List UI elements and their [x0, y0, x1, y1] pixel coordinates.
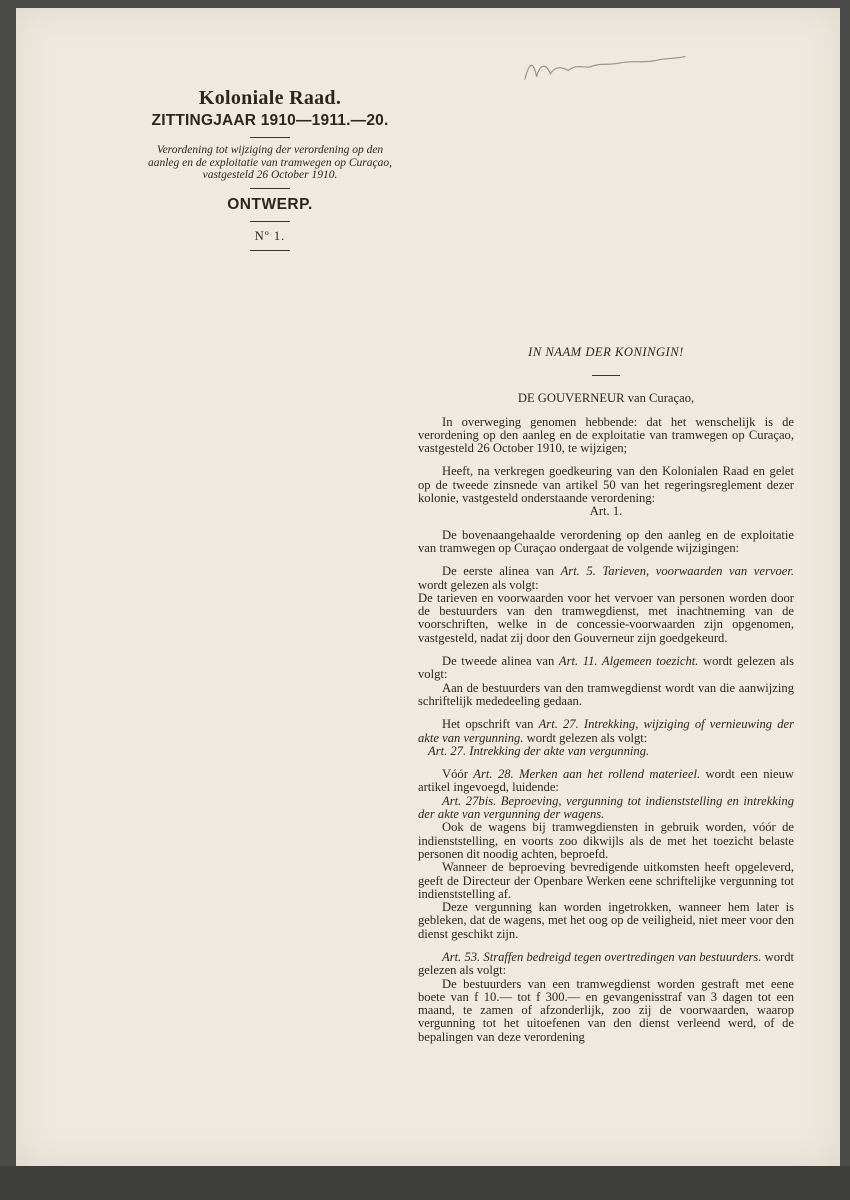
scan-border: [0, 1166, 850, 1200]
amendment-text: De bestuurders van een tramwegdienst worden gestraft met eene boete van f 10.— tot f 300.— en gevangenisstraf van 3 dagen tot een maand, te zamen of afzonderlijk, zoo zij de voorwaarden, waarop vergunning tot het uitoefenen van den dienst verleend werd, of de bepalingen van deze verordening: [418, 976, 794, 1044]
invocation: IN NAAM DER KONINGIN!: [528, 345, 684, 359]
article-reference: Art. 28. Merken aan het rollend materieel.: [473, 767, 701, 782]
header-block: [120, 85, 420, 257]
divider: [250, 221, 290, 222]
divider: [250, 188, 290, 189]
amendment-art11: De tweede alinea van Art. 11. Algemeen toezicht. wordt gelezen als volgt:: [418, 654, 794, 682]
new-article-paragraph: Deze vergunning kan worden ingetrokken, wanneer hem later is gebleken, dat de wagens, met het oog op de veiligheid, niet meer voor den dienst geschikt zijn.: [418, 900, 794, 941]
article-heading: Art. 1.: [589, 504, 623, 519]
divider: [250, 250, 290, 251]
governor-line: DE GOUVERNEUR van Curaçao,: [517, 391, 695, 406]
divider: [592, 375, 620, 376]
amendment-art5: De eerste alinea van Art. 5. Tarieven, voorwaarden van vervoer. wordt gelezen als volgt:: [418, 564, 794, 592]
amendment-text: Aan de bestuurders van den tramwegdienst wordt van die aanwijzing schriftelijk mededeeling gedaan.: [418, 680, 794, 708]
amendment-text: Art. 27. Intrekking der akte van vergunning.: [428, 743, 650, 758]
amendment-art27: Het opschrift van Art. 27. Intrekking, wijziging of vernieuwing der akte van vergunning. wordt gelezen als volgt:: [418, 717, 794, 745]
article-reference: Art. 11. Algemeen toezicht.: [558, 654, 699, 669]
article-reference: Art. 27. Intrekking, wijziging of vernieuwing der akte van vergunning.: [418, 717, 794, 745]
considering-paragraph: In overweging genomen hebbende: dat het wenschelijk is de verordening op den aanleg en de exploitatie van tramwegen op Curaçao, vastgesteld 26 October 1910, te wijzigen;: [418, 414, 794, 456]
subject-line: Verordening tot wijziging der verordening op den aanleg en de exploitatie van tramwegen op Curaçao, vastgesteld 26 October 1910.: [147, 144, 392, 181]
enactment-paragraph: Heeft, na verkregen goedkeuring van den Kolonialen Raad en gelet op de tweede zinsnede van artikel 50 van het regeringsreglement dezer kolonie, vastgesteld onderstaande verordening:: [418, 464, 794, 506]
draft-label: ONTWERP.: [227, 195, 313, 213]
amendment-art53: Art. 53. Straffen bedreigd tegen overtredingen van bestuurders. wordt gelezen als volgt:: [418, 949, 794, 978]
new-article-paragraph: Ook de wagens bij tramwegdiensten in gebruik worden, vóór de indienststelling, en voorts zoo dikwijls als de met het toezicht belaste personen dit noodig achten, beproefd.: [418, 820, 794, 861]
new-article-paragraph: Wanneer de beproeving bevredigende uitkomsten heeft opgeleverd, geeft de Directeur der Openbare Werken eene schriftelijke vergunning tot indienststelling af.: [418, 860, 794, 901]
amendment-text: De tarieven en voorwaarden voor het vervoer van personen worden door de bestuurders van den tramwegdienst, met inachtneming van de voorschriften, welke in de concessie-voorwaarden zijn opgenomen, vastgesteld, nadat zij door den Gouverneur zijn goedgekeurd.: [418, 590, 794, 645]
amendments-intro: De bovenaangehaalde verordening op den aanleg en de exploitatie van tramwegen op Curaçao ondergaat de volgende wijzigingen:: [418, 527, 794, 555]
amendment-art28: Vóór Art. 28. Merken aan het rollend materieel. wordt een nieuw artikel ingevoegd, luidende:: [418, 767, 794, 795]
document-body: [418, 346, 794, 1044]
new-article-title: Art. 27bis. Beproeving, vergunning tot indienststelling en intrekking der akte van vergunning der wagens.: [418, 793, 794, 822]
divider: [250, 137, 290, 138]
document-number: Nº 1.: [254, 228, 286, 243]
council-title: Koloniale Raad.: [198, 87, 342, 109]
session-year: ZITTINGJAAR 1910—1911.—20.: [151, 112, 389, 129]
article-reference: Art. 5. Tarieven, voorwaarden van vervoer.: [560, 564, 794, 579]
article-reference: Art. 53. Straffen bedreigd tegen overtredingen van bestuurders.: [442, 949, 762, 964]
